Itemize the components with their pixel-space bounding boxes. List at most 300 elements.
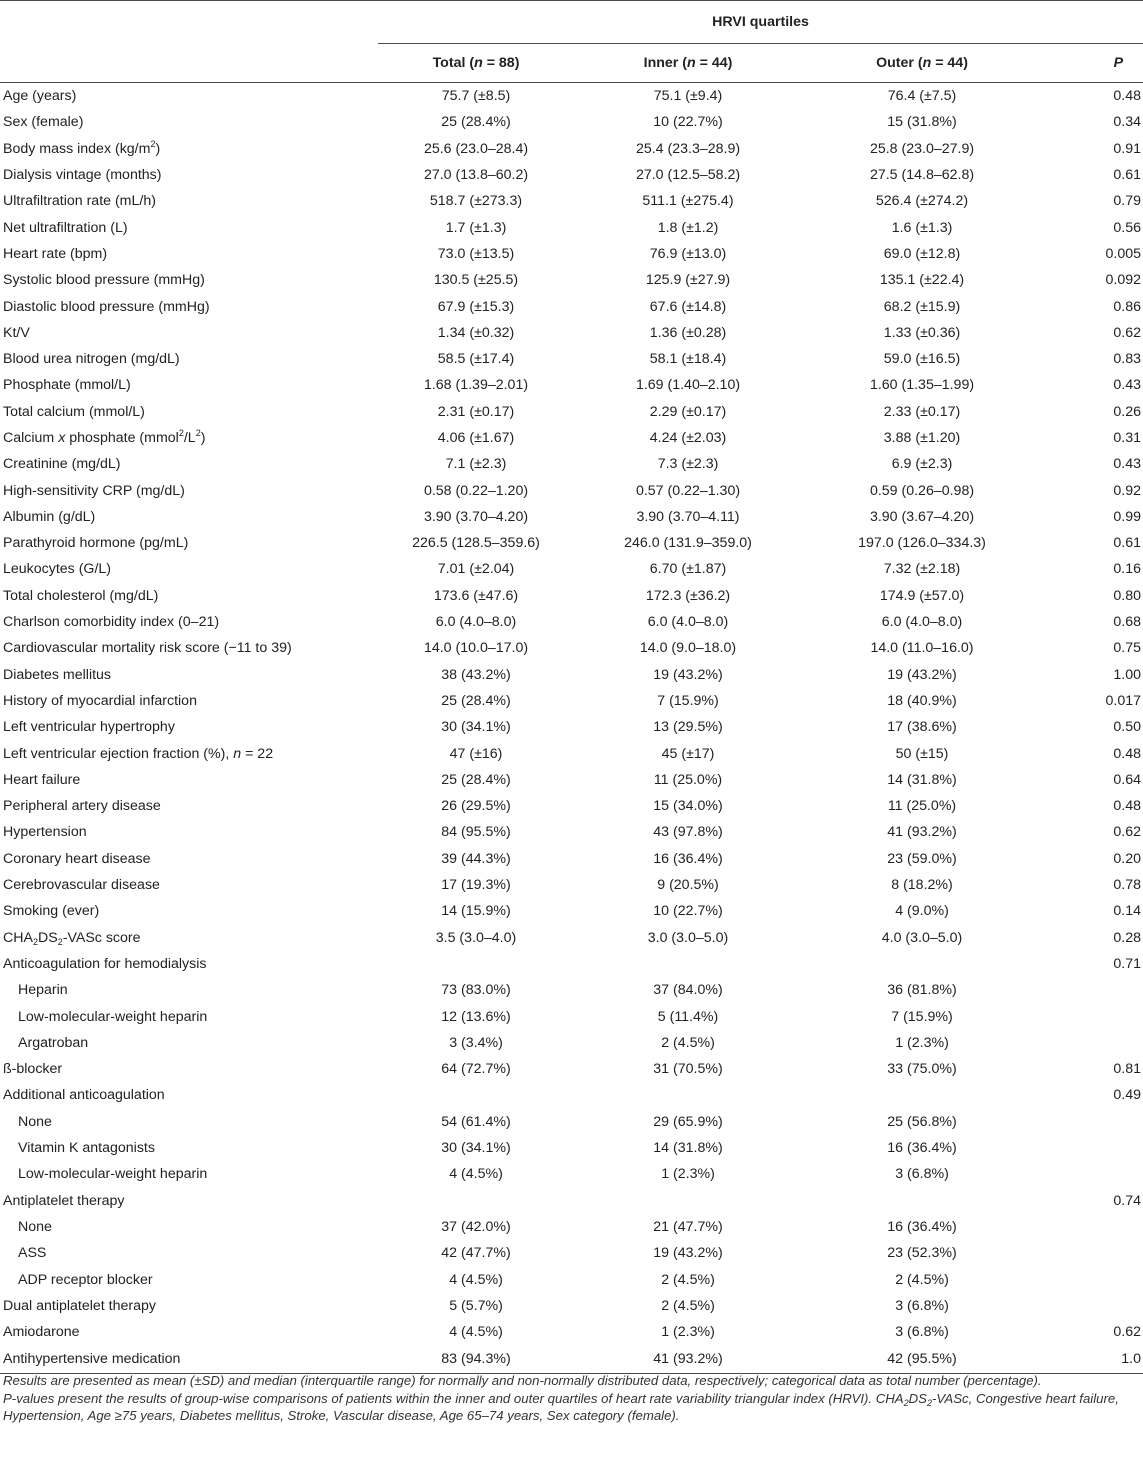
row-label-part: Vitamin K antagonists	[18, 1140, 155, 1157]
row-label	[0, 346, 378, 372]
cell-total: 226.5 (128.5–359.6)	[412, 535, 540, 552]
cell-outer: 25 (56.8%)	[887, 1113, 957, 1130]
row-label-part: Systolic blood pressure (mmHg)	[3, 272, 205, 289]
cell-inner: 43 (97.8%)	[653, 824, 723, 841]
cell-inner: 5 (11.4%)	[657, 1008, 719, 1025]
cell-p	[1042, 1266, 1143, 1292]
cell-outer: 6.0 (4.0–8.0)	[881, 614, 963, 631]
row-label	[0, 1345, 378, 1374]
row-label	[0, 504, 378, 530]
header-inner-text: Inner (	[643, 55, 687, 71]
row-label-part: Low-molecular-weight heparin	[18, 1166, 208, 1183]
row-label-part: Leukocytes (G/L)	[3, 561, 112, 578]
cell-outer: 41 (93.2%)	[887, 824, 957, 841]
table-row	[0, 1135, 1143, 1161]
cell-total: 73 (83.0%)	[441, 982, 511, 999]
cell-total: 26 (29.5%)	[441, 798, 511, 815]
cell-outer: 3.88 (±1.20)	[883, 430, 961, 446]
row-label-part: 2	[57, 936, 63, 947]
cell-inner: 2 (4.5%)	[661, 1297, 715, 1314]
cell-inner: 21 (47.7%)	[653, 1218, 723, 1235]
row-label	[0, 846, 378, 872]
cell-p: 0.61	[1113, 535, 1142, 552]
cell-inner: 10 (22.7%)	[653, 903, 723, 920]
table-row	[0, 1319, 1143, 1345]
table-row	[0, 1056, 1143, 1082]
cell-total: 58.5 (±17.4)	[437, 351, 515, 368]
row-label-part: Additional anticoagulation	[3, 1087, 165, 1104]
table-row	[0, 346, 1143, 372]
cell-inner: 58.1 (±18.4)	[649, 351, 727, 368]
cell-inner: 9 (20.5%)	[657, 877, 719, 894]
table-row	[0, 1161, 1143, 1187]
cell-inner: 1.69 (1.40–2.10)	[635, 377, 741, 394]
cell-inner: 14 (31.8%)	[653, 1140, 723, 1157]
table-row	[0, 898, 1143, 924]
footnote-line-1: Results are presented as mean (±SD) and median (interquartile range) for normally and non-normally distributed data, respectively; categorical data as total number (percentage).	[3, 1373, 1042, 1388]
row-label-part: Heart rate (bpm)	[3, 245, 108, 262]
cell-outer: 8 (18.2%)	[891, 877, 953, 894]
cell-p: 0.48	[1113, 798, 1142, 815]
cell-total: 0.58 (0.22–1.20)	[423, 482, 529, 499]
row-label	[0, 1109, 378, 1135]
row-label-part: Argatroban	[18, 1034, 89, 1051]
cell-inner: 11 (25.0%)	[653, 771, 723, 788]
cell-p: 0.34	[1113, 114, 1142, 131]
cell-inner: 19 (43.2%)	[653, 666, 723, 683]
row-label-part: -VASc score	[62, 929, 141, 946]
header-inner-val: = 44)	[695, 55, 733, 71]
row-label-part: Anticoagulation for hemodialysis	[3, 955, 207, 972]
cell-inner: 37 (84.0%)	[653, 982, 723, 999]
table-row	[0, 846, 1143, 872]
header-empty	[0, 1, 378, 44]
table-row	[0, 609, 1143, 635]
row-label-part: 2	[178, 428, 184, 438]
cell-inner	[574, 951, 802, 977]
cell-outer: 25.8 (23.0–27.9)	[869, 140, 975, 157]
cell-total: 25.6 (23.0–28.4)	[423, 140, 529, 157]
row-label	[0, 662, 378, 688]
cell-inner: 3.0 (3.0–5.0)	[647, 929, 729, 946]
row-label-part: )	[155, 140, 161, 157]
cell-total: 42 (47.7%)	[441, 1245, 511, 1262]
cell-total: 4 (4.5%)	[449, 1271, 503, 1288]
row-label	[0, 1293, 378, 1319]
cell-inner: 41 (93.2%)	[574, 1345, 802, 1374]
cell-inner: 25.4 (23.3–28.9)	[635, 140, 741, 157]
cell-outer	[802, 1187, 1042, 1213]
cell-p: 0.86	[1113, 298, 1142, 315]
cell-p: 1.0	[1042, 1345, 1143, 1374]
cell-p	[1042, 1293, 1143, 1319]
cell-inner: 1 (2.3%)	[661, 1166, 715, 1183]
cell-p	[1042, 1214, 1143, 1240]
row-label-part: /L	[183, 430, 196, 446]
row-label-part: Cardiovascular mortality risk score (−11 to 39)	[3, 640, 292, 657]
cell-p: 0.49	[1113, 1087, 1142, 1104]
cell-outer: 33 (75.0%)	[887, 1061, 957, 1078]
header-outer-n: n	[922, 55, 932, 71]
table-row	[0, 83, 1143, 110]
row-label	[0, 1187, 378, 1213]
cell-outer: 50 (±15)	[895, 745, 949, 762]
cell-total	[378, 1187, 574, 1213]
row-label	[0, 293, 378, 319]
row-label-part: 2	[150, 138, 156, 149]
cell-p: 0.81	[1113, 1061, 1142, 1078]
cell-p: 0.50	[1113, 719, 1142, 736]
cell-p	[1042, 1109, 1143, 1135]
table-row	[0, 767, 1143, 793]
footnote-line-2b: DS	[908, 1390, 927, 1406]
row-label-part: Diabetes mellitus	[3, 666, 112, 683]
cell-p: 0.92	[1113, 482, 1142, 499]
row-label-part: Antihypertensive medication	[3, 1351, 181, 1368]
row-label-part: Coronary heart disease	[3, 850, 151, 867]
cell-p: 0.56	[1113, 219, 1142, 236]
cell-total: 12 (13.6%)	[441, 1008, 511, 1025]
row-label	[0, 267, 378, 293]
cell-total: 1.34 (±0.32)	[437, 324, 515, 341]
cell-total: 14 (15.9%)	[441, 903, 511, 920]
cell-total: 25 (28.4%)	[441, 114, 511, 131]
cell-p: 0.20	[1113, 850, 1142, 867]
row-label-part: Amiodarone	[3, 1324, 80, 1341]
row-label-part: Kt/V	[3, 324, 30, 341]
cell-total: 39 (44.3%)	[441, 850, 511, 867]
table-row	[0, 136, 1143, 162]
cell-p: 0.75	[1113, 640, 1142, 657]
row-label	[0, 872, 378, 898]
header-row-columns	[0, 44, 1143, 83]
cell-p	[1042, 977, 1143, 1003]
cell-total: 1.68 (1.39–2.01)	[423, 377, 529, 394]
row-label-part: Dialysis vintage (months)	[3, 167, 162, 184]
cell-outer: 16 (36.4%)	[887, 1218, 957, 1235]
row-label	[0, 530, 378, 556]
cell-total: 30 (34.1%)	[441, 719, 511, 736]
row-label-part: Sex (female)	[3, 114, 84, 131]
table-row	[0, 951, 1143, 977]
cell-p: 0.79	[1113, 193, 1142, 210]
cell-outer: 3 (6.8%)	[895, 1297, 949, 1314]
table-row	[0, 556, 1143, 582]
cell-inner: 45 (±17)	[661, 745, 715, 762]
table-row	[0, 925, 1143, 951]
cell-inner: 31 (70.5%)	[653, 1061, 723, 1078]
row-label	[0, 372, 378, 398]
table-row	[0, 1293, 1143, 1319]
cell-inner: 27.0 (12.5–58.2)	[635, 167, 741, 184]
cell-outer: 6.9 (±2.3)	[891, 456, 953, 473]
row-label-part: Left ventricular ejection fraction (%),	[3, 745, 234, 762]
row-label-part: Calcium	[3, 430, 59, 446]
cell-outer	[802, 1082, 1042, 1108]
cell-outer: 1.33 (±0.36)	[883, 324, 961, 341]
cell-p: 0.43	[1113, 377, 1142, 394]
cell-p: 0.64	[1113, 771, 1142, 788]
cell-p: 0.16	[1113, 561, 1142, 578]
row-label	[0, 898, 378, 924]
table-row	[0, 1345, 1143, 1374]
table-row	[0, 688, 1143, 714]
footnote-sub-2: 2	[926, 1397, 932, 1408]
table-row	[0, 583, 1143, 609]
cell-total: 4.06 (±1.67)	[437, 430, 515, 446]
table-row	[0, 1030, 1143, 1056]
cell-p	[1042, 1161, 1143, 1187]
table-row	[0, 1214, 1143, 1240]
cell-total: 4 (4.5%)	[449, 1166, 503, 1183]
cell-p: 0.91	[1113, 140, 1142, 157]
cell-outer: 7.32 (±2.18)	[883, 561, 961, 578]
row-label-part: Heart failure	[3, 771, 81, 788]
header-outer-text: Outer (	[876, 55, 923, 71]
cell-outer: 1 (2.3%)	[895, 1034, 949, 1051]
row-label	[0, 819, 378, 845]
cell-inner: 7.3 (±2.3)	[657, 456, 719, 473]
row-label	[0, 188, 378, 214]
cell-p	[1042, 1240, 1143, 1266]
row-label-part: n	[233, 745, 242, 762]
header-inner	[574, 44, 802, 83]
row-label	[0, 977, 378, 1003]
cell-p: 0.78	[1113, 877, 1142, 894]
table-row	[0, 530, 1143, 556]
row-label	[0, 1240, 378, 1266]
row-label-part: Left ventricular hypertrophy	[3, 719, 175, 736]
cell-total: 130.5 (±25.5)	[433, 272, 519, 289]
cell-outer: 15 (31.8%)	[887, 114, 957, 131]
cell-p: 0.62	[1113, 1324, 1142, 1341]
row-label-part: Parathyroid hormone (pg/mL)	[3, 535, 189, 552]
cell-inner: 75.1 (±9.4)	[653, 88, 723, 105]
cell-total: 54 (61.4%)	[441, 1113, 511, 1130]
header-total-val: = 88)	[482, 55, 520, 71]
header-total	[378, 44, 574, 83]
cell-p: 0.74	[1113, 1192, 1142, 1209]
footnote-line-2a: P-values present the results of group-wise comparisons of patients within the inner and outer quartiles of heart rate variability triangular index (HRVI). CHA	[3, 1390, 904, 1406]
cell-p: 1.00	[1113, 666, 1142, 683]
cell-total: 6.0 (4.0–8.0)	[435, 614, 517, 631]
cell-inner: 511.1 (±275.4)	[642, 193, 734, 210]
row-label	[0, 214, 378, 240]
row-label	[0, 83, 378, 110]
row-label-part: x	[58, 430, 66, 446]
table-row	[0, 372, 1143, 398]
cell-total: 2.31 (±0.17)	[437, 403, 515, 420]
cell-total: 64 (72.7%)	[441, 1061, 511, 1078]
cell-p: 0.62	[1113, 824, 1142, 841]
row-label-part: Total calcium (mmol/L)	[3, 403, 145, 420]
cell-total: 83 (94.3%)	[378, 1345, 574, 1374]
cell-inner: 0.57 (0.22–1.30)	[635, 482, 741, 499]
cell-outer: 68.2 (±15.9)	[883, 298, 961, 315]
row-label-part: Heparin	[18, 982, 68, 999]
cell-p: 0.092	[1105, 272, 1142, 289]
cell-total: 73.0 (±13.5)	[437, 245, 515, 262]
row-label	[0, 609, 378, 635]
row-label	[0, 477, 378, 503]
cell-outer: 11 (25.0%)	[887, 798, 957, 815]
header-group-title: HRVI quartiles	[378, 1, 1143, 44]
cell-total: 37 (42.0%)	[441, 1218, 511, 1235]
table-row	[0, 635, 1143, 661]
table-row	[0, 162, 1143, 188]
row-label-part: ASS	[18, 1245, 47, 1262]
cell-p: 0.43	[1113, 456, 1142, 473]
row-label-part: None	[18, 1218, 52, 1235]
table-row	[0, 1266, 1143, 1292]
row-label-part: Ultrafiltration rate (mL/h)	[3, 193, 156, 210]
cell-outer: 27.5 (14.8–62.8)	[869, 167, 975, 184]
row-label	[0, 1266, 378, 1292]
row-label	[0, 951, 378, 977]
row-label-part: DS	[37, 929, 58, 946]
table-row	[0, 504, 1143, 530]
cell-inner: 29 (65.9%)	[653, 1113, 723, 1130]
cell-total: 25 (28.4%)	[441, 692, 511, 709]
cell-outer: 3 (6.8%)	[895, 1166, 949, 1183]
cell-inner: 7 (15.9%)	[657, 692, 719, 709]
cell-inner: 6.70 (±1.87)	[649, 561, 727, 578]
row-label-part: Blood urea nitrogen (mg/dL)	[3, 351, 180, 368]
cell-outer: 2 (4.5%)	[895, 1271, 949, 1288]
row-label-part: Phosphate (mmol/L)	[3, 377, 131, 394]
cell-inner: 10 (22.7%)	[653, 114, 723, 131]
cell-p: 0.83	[1113, 351, 1142, 368]
cell-outer: 16 (36.4%)	[887, 1140, 957, 1157]
row-label	[0, 320, 378, 346]
row-label	[0, 925, 378, 951]
header-label-empty	[0, 44, 378, 83]
cell-p: 0.005	[1105, 245, 1142, 262]
cell-p	[1042, 1003, 1143, 1029]
table-row	[0, 1240, 1143, 1266]
header-total-text: Total (	[432, 55, 475, 71]
table-row	[0, 793, 1143, 819]
row-label-part: Cerebrovascular disease	[3, 877, 160, 894]
cell-outer: 69.0 (±12.8)	[883, 245, 961, 262]
table-row	[0, 1187, 1143, 1213]
cell-outer: 174.9 (±57.0)	[879, 587, 965, 604]
table-body	[0, 83, 1143, 1374]
header-outer-val: = 44)	[931, 55, 968, 71]
cell-total: 1.7 (±1.3)	[445, 219, 507, 236]
table-row	[0, 425, 1143, 451]
cell-p: 0.99	[1113, 508, 1142, 525]
header-total-n: n	[474, 55, 483, 71]
cell-inner: 125.9 (±27.9)	[645, 272, 731, 289]
cell-inner: 1.36 (±0.28)	[649, 324, 727, 341]
cell-p: 0.62	[1113, 324, 1142, 341]
cell-total: 173.6 (±47.6)	[433, 587, 519, 604]
cell-total: 47 (±16)	[449, 745, 503, 762]
cell-total: 3 (3.4%)	[449, 1034, 503, 1051]
footnote-line-2	[3, 1390, 1139, 1425]
table-row	[0, 451, 1143, 477]
cell-total: 4 (4.5%)	[449, 1324, 503, 1341]
row-label-part: High-sensitivity CRP (mg/dL)	[3, 482, 185, 499]
cell-p: 0.68	[1113, 614, 1142, 631]
cell-outer: 3.90 (3.67–4.20)	[869, 508, 975, 525]
row-label-part: CHA	[3, 929, 33, 946]
row-label	[0, 136, 378, 162]
cell-inner: 14.0 (9.0–18.0)	[639, 640, 737, 657]
cell-p: 0.71	[1113, 955, 1142, 972]
table-row	[0, 714, 1143, 740]
row-label	[0, 1319, 378, 1345]
cell-total: 84 (95.5%)	[441, 824, 511, 841]
row-label-part: Total cholesterol (mg/dL)	[3, 587, 159, 604]
table-row	[0, 872, 1143, 898]
cell-total: 5 (5.7%)	[449, 1297, 503, 1314]
cell-outer: 0.59 (0.26–0.98)	[869, 482, 975, 499]
cell-inner: 2.29 (±0.17)	[649, 403, 727, 420]
cell-total: 67.9 (±15.3)	[437, 298, 515, 315]
table-row	[0, 977, 1143, 1003]
row-label-part: Low-molecular-weight heparin	[18, 1008, 208, 1025]
row-label-part: = 22	[241, 745, 274, 762]
cell-p: 0.26	[1113, 403, 1142, 420]
table-row	[0, 740, 1143, 766]
cell-outer: 1.60 (1.35–1.99)	[869, 377, 975, 394]
table-row	[0, 1082, 1143, 1108]
row-label	[0, 688, 378, 714]
cell-p: 0.48	[1113, 88, 1142, 105]
cell-outer: 14.0 (11.0–16.0)	[870, 640, 974, 657]
cell-inner: 13 (29.5%)	[653, 719, 723, 736]
cell-outer: 42 (95.5%)	[802, 1345, 1042, 1374]
header-row-group	[0, 1, 1143, 44]
cell-outer: 4.0 (3.0–5.0)	[881, 929, 963, 946]
cell-inner: 1.8 (±1.2)	[657, 219, 719, 236]
cell-p: 0.31	[1113, 430, 1142, 446]
cell-inner	[574, 1187, 802, 1213]
cell-outer	[802, 951, 1042, 977]
footnote-line-2c: -VASc, Congestive heart failure, Hypertension, Age ≥75 years, Diabetes mellitus, Stroke, Vascular disease, Age 65–74 years, Sex category (female).	[3, 1390, 1119, 1423]
table-row	[0, 267, 1143, 293]
row-label	[0, 109, 378, 135]
cell-inner: 15 (34.0%)	[653, 798, 723, 815]
row-label-part: Age (years)	[3, 88, 77, 105]
cell-inner: 246.0 (131.9–359.0)	[624, 535, 752, 552]
row-label	[0, 162, 378, 188]
cell-inner: 3.90 (3.70–4.11)	[636, 508, 740, 525]
cell-outer: 526.4 (±274.2)	[875, 193, 969, 210]
table-row	[0, 241, 1143, 267]
row-label	[0, 583, 378, 609]
row-label-part: )	[200, 430, 206, 446]
cell-total	[378, 1082, 574, 1108]
row-label	[0, 635, 378, 661]
cell-inner: 19 (43.2%)	[653, 1245, 723, 1262]
row-label	[0, 1056, 378, 1082]
row-label	[0, 1135, 378, 1161]
table-row	[0, 214, 1143, 240]
cell-inner	[574, 1082, 802, 1108]
cell-outer: 59.0 (±16.5)	[883, 351, 961, 368]
cell-p: 0.14	[1113, 903, 1142, 920]
cell-outer: 23 (59.0%)	[887, 850, 957, 867]
cell-p: 0.017	[1105, 692, 1142, 709]
table-row	[0, 477, 1143, 503]
cell-inner: 6.0 (4.0–8.0)	[647, 614, 729, 631]
cell-inner: 1 (2.3%)	[661, 1324, 715, 1341]
header-outer	[802, 44, 1042, 83]
cell-total: 25 (28.4%)	[441, 771, 511, 788]
